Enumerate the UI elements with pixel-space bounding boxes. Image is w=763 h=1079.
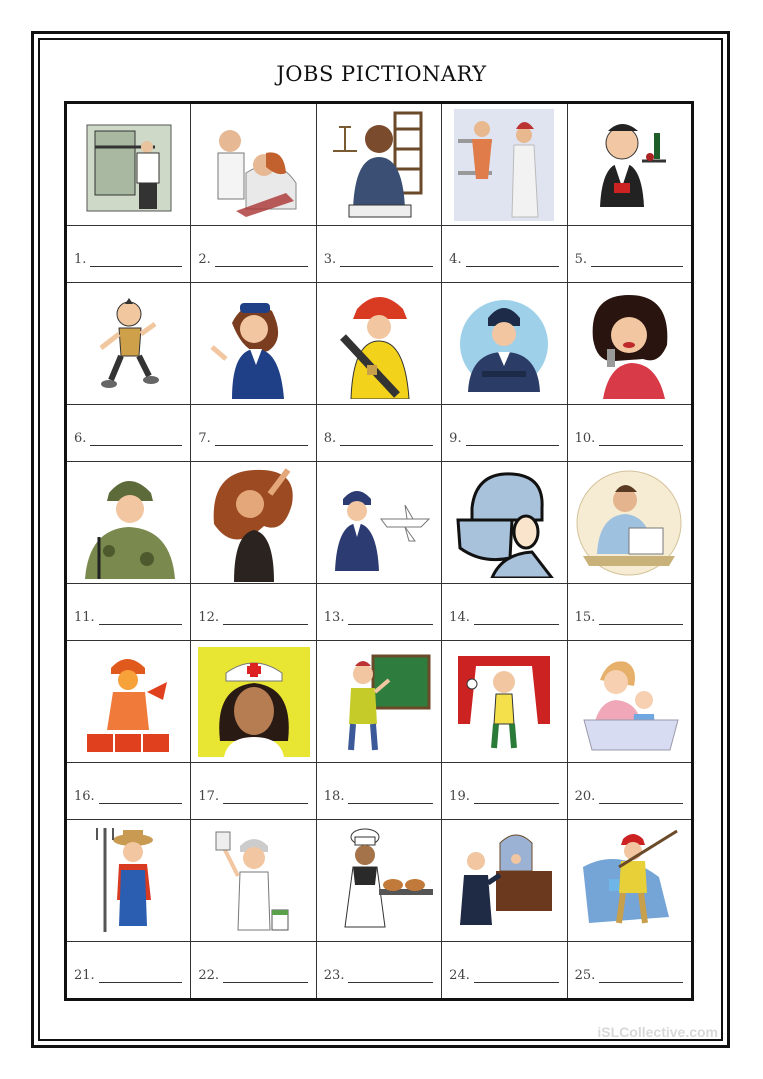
answer-row [66, 226, 693, 283]
answer-cell[interactable] [66, 763, 191, 820]
answer-cell[interactable] [191, 226, 316, 283]
item-number: 2. [198, 252, 211, 267]
picture-row [66, 103, 693, 226]
picture-cell [316, 641, 441, 763]
item-number: 6. [74, 431, 87, 446]
item-number: 12. [198, 610, 220, 625]
answer-blank[interactable] [223, 791, 308, 804]
answer-cell[interactable] [316, 942, 441, 1000]
answer-cell[interactable] [316, 584, 441, 641]
item-number: 9. [449, 431, 462, 446]
answer-blank[interactable] [223, 970, 308, 983]
answer-blank[interactable] [474, 791, 559, 804]
picture-cell [191, 641, 316, 763]
worksheet-title: JOBS PICTIONARY [276, 62, 487, 86]
picture-cell [316, 283, 441, 405]
item-number: 16. [74, 789, 95, 804]
picture-cell [442, 641, 567, 763]
item-number: 4. [449, 252, 462, 267]
picture-row [66, 283, 693, 405]
answer-blank[interactable] [340, 254, 433, 267]
architect-drafting-illustration [85, 117, 173, 213]
picture-cell [442, 283, 567, 405]
athlete-runner-illustration [89, 294, 169, 394]
answer-row [66, 405, 693, 462]
answer-blank[interactable] [474, 612, 559, 625]
picture-cell [191, 283, 316, 405]
site-watermark: iSLCollective.com [597, 1024, 718, 1040]
answer-cell[interactable] [442, 584, 567, 641]
pictionary-grid [64, 101, 694, 1001]
answer-blank[interactable] [474, 970, 559, 983]
dentist-illustration [206, 113, 301, 217]
pilot-illustration [325, 475, 433, 571]
item-number: 21. [74, 968, 95, 983]
singer-illustration [579, 289, 679, 399]
item-number: 23. [323, 968, 345, 983]
answer-blank[interactable] [348, 791, 433, 804]
answer-blank[interactable] [99, 612, 183, 625]
picture-cell [191, 462, 316, 584]
item-number: 24. [449, 968, 470, 983]
answer-blank[interactable] [599, 791, 683, 804]
picture-cell [66, 462, 191, 584]
painter-illustration [214, 826, 294, 936]
picture-cell [191, 103, 316, 226]
item-number: 18. [323, 789, 345, 804]
answer-blank[interactable] [348, 970, 433, 983]
answer-blank[interactable] [599, 612, 683, 625]
answer-cell[interactable] [66, 942, 191, 1000]
item-number: 1. [74, 252, 87, 267]
answer-blank[interactable] [591, 254, 683, 267]
lawyer-illustration [456, 831, 552, 931]
businessman-illustration [573, 468, 685, 578]
picture-cell [316, 462, 441, 584]
builder-illustration [83, 648, 175, 756]
item-number: 8. [323, 431, 337, 446]
teacher-illustration [327, 650, 431, 754]
item-number: 17. [198, 789, 220, 804]
answer-cell[interactable] [191, 405, 316, 462]
item-number: 13. [323, 610, 345, 625]
babysitter-illustration [574, 650, 684, 754]
actor-illustration [456, 654, 552, 750]
answer-cell[interactable] [191, 942, 316, 1000]
item-number: 5. [574, 252, 587, 267]
picture-row [66, 462, 693, 584]
answer-blank[interactable] [223, 612, 308, 625]
picture-cell [442, 820, 567, 942]
answer-blank[interactable] [466, 254, 559, 267]
judge-illustration [329, 109, 429, 221]
answer-row [66, 584, 693, 641]
picture-cell [567, 820, 692, 942]
waiter-illustration [584, 117, 674, 213]
item-number: 10. [574, 431, 596, 446]
answer-cell[interactable] [316, 405, 441, 462]
answer-cell[interactable] [567, 763, 692, 820]
picture-cell [567, 103, 692, 226]
answer-blank[interactable] [215, 254, 308, 267]
picture-cell [66, 283, 191, 405]
answer-cell[interactable] [316, 763, 441, 820]
answer-cell[interactable] [191, 763, 316, 820]
picture-cell [66, 641, 191, 763]
picture-cell [66, 820, 191, 942]
picture-cell [66, 103, 191, 226]
baker-illustration [323, 827, 435, 935]
answer-blank[interactable] [466, 433, 559, 446]
answer-cell[interactable] [66, 584, 191, 641]
answer-blank[interactable] [90, 433, 182, 446]
answer-cell[interactable] [316, 226, 441, 283]
picture-row [66, 641, 693, 763]
answer-blank[interactable] [215, 433, 308, 446]
item-number: 20. [574, 789, 596, 804]
item-number: 7. [198, 431, 211, 446]
answer-blank[interactable] [599, 970, 683, 983]
picture-row [66, 820, 693, 942]
item-number: 19. [449, 789, 470, 804]
picture-cell [191, 820, 316, 942]
answer-cell[interactable] [567, 226, 692, 283]
answer-cell[interactable] [442, 942, 567, 1000]
firefighter-illustration [337, 289, 421, 399]
surgeon-illustration [452, 468, 556, 578]
soldier-illustration [79, 467, 179, 579]
item-number: 14. [449, 610, 470, 625]
model-illustration [204, 464, 304, 582]
item-number: 3. [323, 252, 337, 267]
nurse-illustration [198, 647, 310, 757]
answer-blank[interactable] [99, 791, 183, 804]
answer-cell[interactable] [567, 584, 692, 641]
police-officer-illustration [458, 296, 550, 392]
picture-cell [316, 103, 441, 226]
answer-blank[interactable] [90, 254, 182, 267]
picture-cell [316, 820, 441, 942]
shop-assistant-illustration [454, 109, 554, 221]
answer-blank[interactable] [99, 970, 183, 983]
flight-attendant-illustration [206, 289, 302, 399]
item-number: 11. [74, 610, 95, 625]
answer-cell[interactable] [191, 584, 316, 641]
answer-blank[interactable] [599, 433, 683, 446]
answer-cell[interactable] [66, 226, 191, 283]
picture-cell [567, 641, 692, 763]
picture-cell [442, 103, 567, 226]
item-number: 22. [198, 968, 220, 983]
answer-row [66, 942, 693, 1000]
answer-cell[interactable] [66, 405, 191, 462]
item-number: 15. [574, 610, 596, 625]
answer-cell[interactable] [442, 763, 567, 820]
picture-cell [442, 462, 567, 584]
answer-cell[interactable] [567, 942, 692, 1000]
item-number: 25. [574, 968, 596, 983]
farmer-illustration [93, 826, 165, 936]
answer-blank[interactable] [340, 433, 433, 446]
picture-cell [567, 462, 692, 584]
answer-cell[interactable] [442, 405, 567, 462]
answer-cell[interactable] [567, 405, 692, 462]
answer-blank[interactable] [348, 612, 433, 625]
answer-row [66, 763, 693, 820]
picture-cell [567, 283, 692, 405]
fisherman-illustration [579, 827, 679, 935]
answer-cell[interactable] [442, 226, 567, 283]
